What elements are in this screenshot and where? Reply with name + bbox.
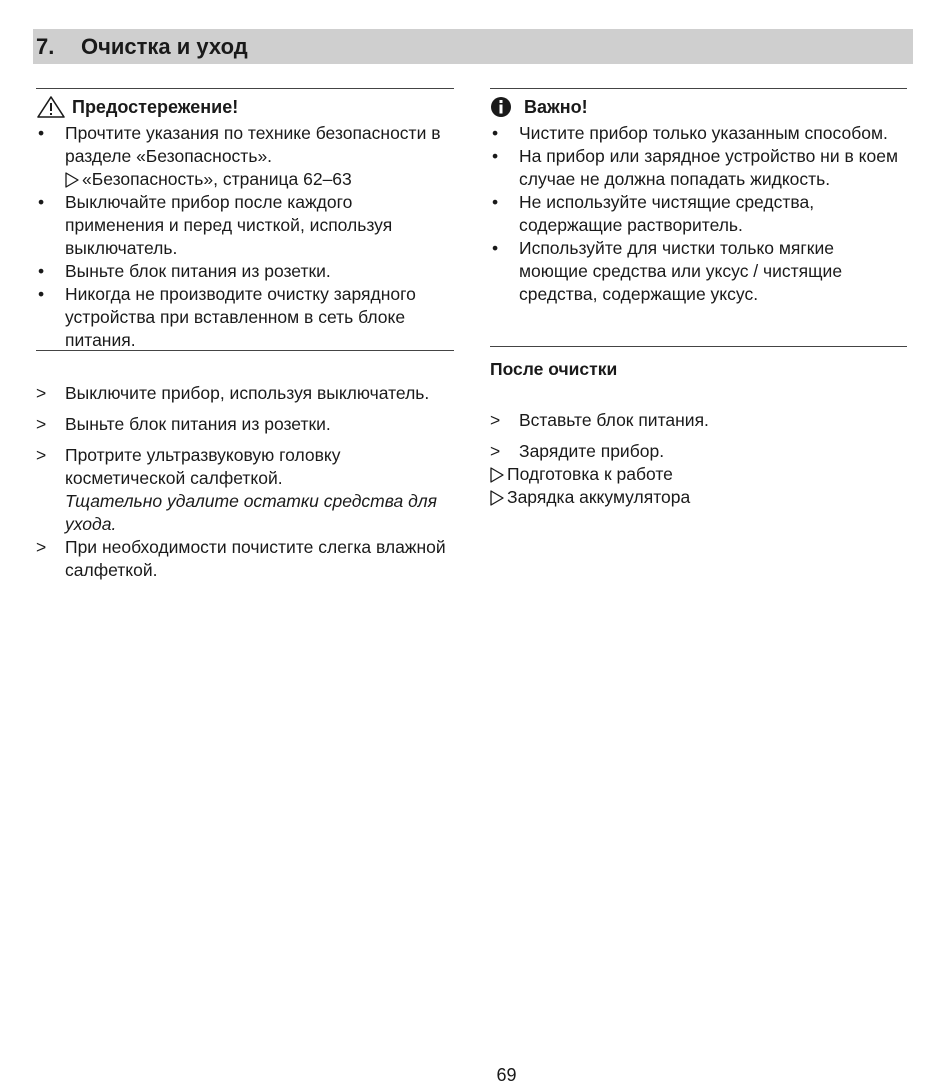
- cross-reference-triangle-icon: [490, 490, 504, 506]
- bullet-icon: •: [38, 192, 45, 212]
- bullet-icon: •: [38, 261, 45, 281]
- list-item-text: Не используйте чистящие средства, содержащие растворитель.: [519, 192, 815, 235]
- list-item: [490, 237, 907, 306]
- cross-reference-triangle-icon: [65, 172, 79, 188]
- step-note: Тщательно удалите остатки средства для ухода.: [65, 491, 437, 534]
- list-item: [36, 122, 454, 191]
- list-item: [36, 283, 454, 352]
- list-item-text: Выключайте прибор после каждого применения и перед чисткой, используя выключатель.: [65, 192, 393, 258]
- list-item-text: Чистите прибор только указанным способом.: [519, 123, 888, 143]
- cross-reference-text: «Безопасность», страница 62–63: [82, 169, 352, 189]
- cross-reference-link[interactable]: [490, 486, 907, 509]
- step-item: [490, 440, 907, 463]
- warning-box: [36, 88, 454, 351]
- bullet-icon: •: [492, 192, 499, 212]
- step-item: [36, 382, 454, 405]
- page-number: 69: [496, 1065, 517, 1085]
- step-text: При необходимости почистите слегка влажной салфеткой.: [65, 537, 446, 580]
- list-item-text: На прибор или зарядное устройство ни в коем случае не должна попадать жидкость.: [519, 146, 898, 189]
- section-header-bar: [33, 29, 913, 64]
- step-marker: >: [490, 410, 501, 430]
- section-number: 7.: [36, 34, 55, 59]
- list-item: [490, 191, 907, 237]
- step-marker: >: [36, 537, 47, 557]
- bullet-icon: •: [38, 284, 45, 304]
- cross-reference-text: Зарядка аккумулятора: [507, 487, 691, 507]
- cross-reference-triangle-icon: [490, 467, 504, 483]
- cross-reference: [65, 168, 454, 191]
- important-box: [490, 88, 907, 347]
- step-marker: >: [490, 441, 501, 461]
- list-item-text: Никогда не производите очистку зарядного устройства при вставленном в сеть блоке питания.: [65, 284, 416, 350]
- list-item: [36, 260, 454, 283]
- step-text: Выключите прибор, используя выключатель.: [65, 383, 430, 403]
- section-title: Очистка и уход: [81, 34, 248, 59]
- bullet-icon: •: [492, 123, 499, 143]
- cross-reference-text: Подготовка к работе: [507, 464, 673, 484]
- after-cleaning-steps: [490, 409, 907, 463]
- info-circle-icon: [490, 96, 512, 118]
- step-item: [36, 444, 454, 536]
- list-item: [490, 145, 907, 191]
- bullet-icon: •: [492, 238, 499, 258]
- step-item: [36, 536, 454, 582]
- important-heading: [490, 92, 907, 122]
- list-item-text: Прочтите указания по технике безопасности в разделе «Безопасность».: [65, 123, 441, 166]
- right-column: [490, 88, 907, 509]
- warning-triangle-icon: [36, 95, 66, 119]
- cleaning-steps: [36, 382, 454, 582]
- step-marker: >: [36, 383, 47, 403]
- important-heading-text: Важно!: [524, 96, 588, 117]
- list-item-text: Выньте блок питания из розетки.: [65, 261, 331, 281]
- warning-heading-text: Предостережение!: [72, 96, 239, 117]
- step-text: Зарядите прибор.: [519, 441, 665, 461]
- step-text: Выньте блок питания из розетки.: [65, 414, 331, 434]
- after-cleaning-heading: После очистки: [490, 359, 618, 379]
- list-item: [36, 191, 454, 260]
- left-column: [36, 88, 454, 582]
- step-item: [36, 413, 454, 436]
- warning-heading: [36, 92, 454, 122]
- warning-list: [36, 122, 454, 352]
- step-text: Вставьте блок питания.: [519, 410, 709, 430]
- cross-reference-link[interactable]: [490, 463, 907, 486]
- step-text: Протрите ультразвуковую головку косметической салфеткой.: [65, 445, 341, 488]
- list-item: [490, 122, 907, 145]
- step-marker: >: [36, 445, 47, 465]
- bullet-icon: •: [492, 146, 499, 166]
- step-item: [490, 409, 907, 432]
- step-marker: >: [36, 414, 47, 434]
- important-list: [490, 122, 907, 306]
- bullet-icon: •: [38, 123, 45, 143]
- list-item-text: Используйте для чистки только мягкие моющие средства или уксус / чистящие средства, содержащие уксус.: [519, 238, 843, 304]
